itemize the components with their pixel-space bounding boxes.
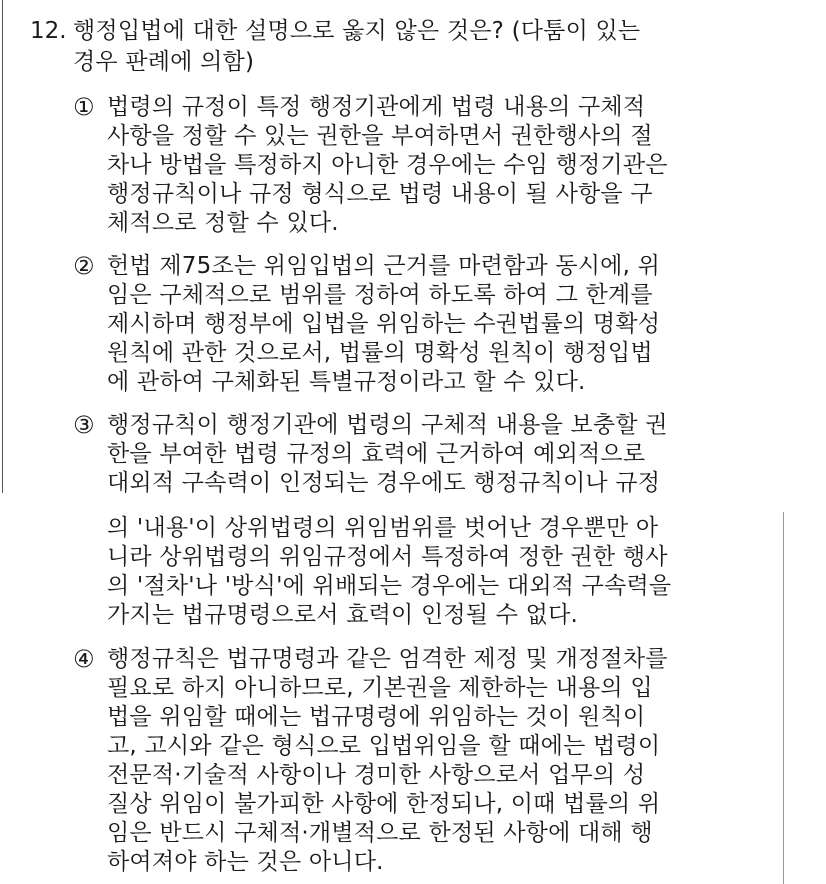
- option-marker-1: ①: [73, 93, 95, 121]
- option-text-line: 고, 고시와 같은 형식으로 입법위임을 할 때에는 법령이: [107, 733, 661, 759]
- option-text-line: 사항을 정할 수 있는 권한을 부여하면서 권한행사의 절: [107, 123, 653, 149]
- option-text-line: 법령의 규정이 특정 행정기관에게 법령 내용의 구체적: [107, 94, 646, 120]
- option-text-line: 원칙에 관한 것으로서, 법률의 명확성 원칙이 행정입법: [107, 340, 653, 366]
- option-marker-3: ③: [73, 411, 95, 439]
- question-number: 12.: [30, 18, 67, 44]
- option-text-line: 니라 상위법령의 위임규정에서 특정하여 정한 권한 행사: [107, 544, 668, 570]
- option-text-line: 의 '내용'이 상위법령의 위임범위를 벗어난 경우뿐만 아: [107, 515, 659, 541]
- option-text-line: 임은 반드시 구체적·개별적으로 한정된 사항에 대해 행: [107, 820, 653, 846]
- option-text-line: 필요로 하지 아니하므로, 기본권을 제한하는 내용의 입: [107, 675, 653, 701]
- option-text-line: 한을 부여한 법령 규정의 효력에 근거하여 예외적으로: [107, 441, 646, 467]
- option-text-line: 헌법 제75조는 위임입법의 근거를 마련함과 동시에, 위: [107, 253, 661, 279]
- option-text-line: 에 관하여 구체화된 특별규정이라고 할 수 있다.: [107, 369, 586, 395]
- question-text-line: 행정입법에 대한 설명으로 옳지 않은 것은? (다툼이 있는: [73, 18, 641, 44]
- option-text-line: 대외적 구속력이 인정되는 경우에도 행정규칙이나 규정: [107, 470, 661, 496]
- option-text-line: 행정규칙이 행정기관에 법령의 구체적 내용을 보충할 권: [107, 412, 668, 438]
- left-column-border: [2, 0, 3, 493]
- option-text-line: 가지는 법규명령으로서 효력이 인정될 수 없다.: [107, 602, 579, 628]
- option-text-line: 전문적·기술적 사항이나 경미한 사항으로서 업무의 성: [107, 762, 646, 788]
- option-text-line: 행정규칙이나 규정 형식으로 법령 내용이 될 사항을 구: [107, 181, 653, 207]
- right-column-border: [783, 512, 784, 884]
- option-text-line: 질상 위임이 불가피한 사항에 한정되나, 이때 법률의 위: [107, 791, 661, 817]
- option-text-line: 법을 위임할 때에는 법규명령에 위임하는 것이 원칙이: [107, 704, 646, 730]
- option-text-line: 체적으로 정할 수 있다.: [107, 210, 339, 236]
- option-text-line: 임은 구체적으로 범위를 정하여 하도록 하여 그 한계를: [107, 282, 653, 308]
- option-text-line: 차나 방법을 특정하지 아니한 경우에는 수임 행정기관은: [107, 152, 668, 178]
- option-text-line: 하여져야 하는 것은 아니다.: [107, 849, 384, 875]
- option-text-line: 제시하며 행정부에 입법을 위임하는 수권법률의 명확성: [107, 311, 661, 337]
- option-text-line: 행정규칙은 법규명령과 같은 엄격한 제정 및 개정절차를: [107, 646, 668, 672]
- option-text-line: 의 '절차'나 '방식'에 위배되는 경우에는 대외적 구속력을: [107, 573, 672, 599]
- option-marker-2: ②: [73, 252, 95, 280]
- question-text-line: 경우 판례에 의함): [73, 49, 255, 75]
- option-marker-4: ④: [73, 645, 95, 673]
